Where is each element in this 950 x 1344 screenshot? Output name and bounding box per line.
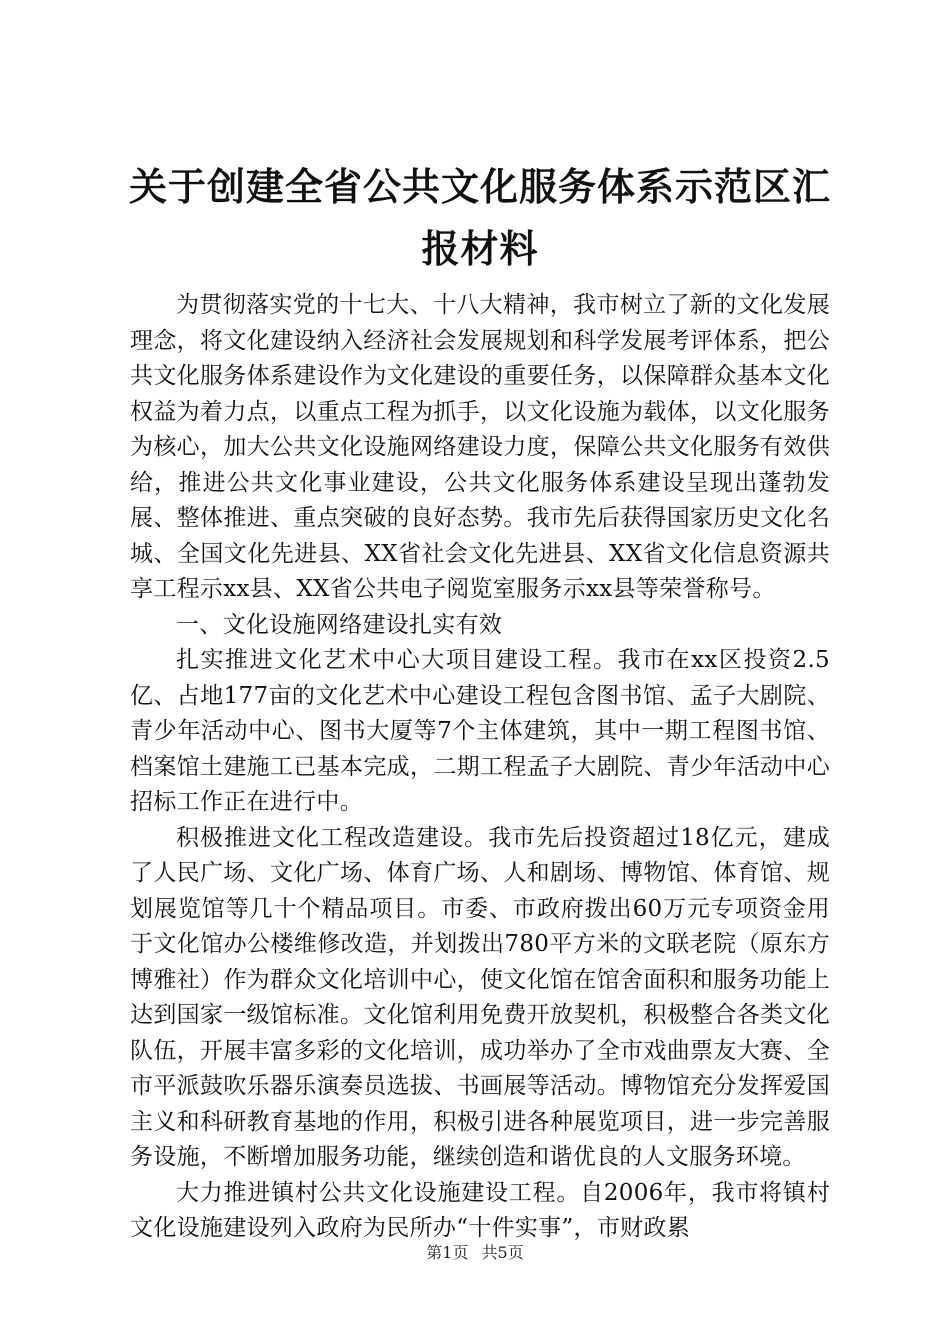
section-heading-1: 一、文化设施网络建设扎实有效 <box>176 611 503 638</box>
paragraph-culture-projects: 积极推进文化工程改造建设。我市先后投资超过18亿元，建成了人民广场、文化广场、体育广场、人和剧场、博物馆、体育馆、规划展览馆等几十个精品项目。市委、市政府拨出60万元专项资金用于文化馆办公楼维修改造，并划拨出780平方米的文联老院（原东方博雅社）作为群众文化培训中心，使文化馆在馆舍面积和服务功能上达到国家一级馆标准。文化馆利用免费开放契机，积极整合各类文化队伍，开展丰富多彩的文化培训，成功举办了全市戏曲票友大赛、全市平派鼓吹乐器乐演奏员选拔、书画展等活动。博物馆充分发挥爱国主义和科研教育基地的作用，积极引进各种展览项目，进一步完善服务设施，不断增加服务功能，继续创造和谐优良的人文服务环境。 <box>130 824 830 1170</box>
page-number: 第1页 <box>426 1243 469 1262</box>
paragraph-intro: 为贯彻落实党的十七大、十八大精神，我市树立了新的文化发展理念，将文化建设纳入经济社会发展规划和科学发展考评体系，把公共文化服务体系建设作为文化建设的重要任务，以保障群众基本文化权益为着力点，以重点工程为抓手，以文化设施为载体，以文化服务为核心，加大公共文化设施网络建设力度，保障公共文化服务有效供给，推进公共文化事业建设，公共文化服务体系建设呈现出蓬勃发展、整体推进、重点突破的良好态势。我市先后获得国家历史文化名城、全国文化先进县、XX省社会文化先进县、XX省文化信息资源共享工程示xx县、XX省公共电子阅览室服务示xx县等荣誉称号。 <box>130 292 830 602</box>
paragraph-art-center: 扎实推进文化艺术中心大项目建设工程。我市在xx区投资2.5亿、占地177亩的文化艺术中心建设工程包含图书馆、孟子大剧院、青少年活动中心、图书大厦等7个主体建筑，其中一期工程图书馆、档案馆土建施工已基本完成，二期工程孟子大剧院、青少年活动中心招标工作正在进行中。 <box>130 647 830 815</box>
page-footer <box>0 1240 950 1263</box>
document-body <box>130 288 830 1247</box>
page-total: 共5页 <box>481 1243 524 1262</box>
document-title: 关于创建全省公共文化服务体系示范区汇报材料 <box>128 164 831 271</box>
paragraph-town-village: 大力推进镇村公共文化设施建设工程。自2006年，我市将镇村文化设施建设列入政府为民所办“十件实事”，市财政累 <box>130 1179 830 1241</box>
